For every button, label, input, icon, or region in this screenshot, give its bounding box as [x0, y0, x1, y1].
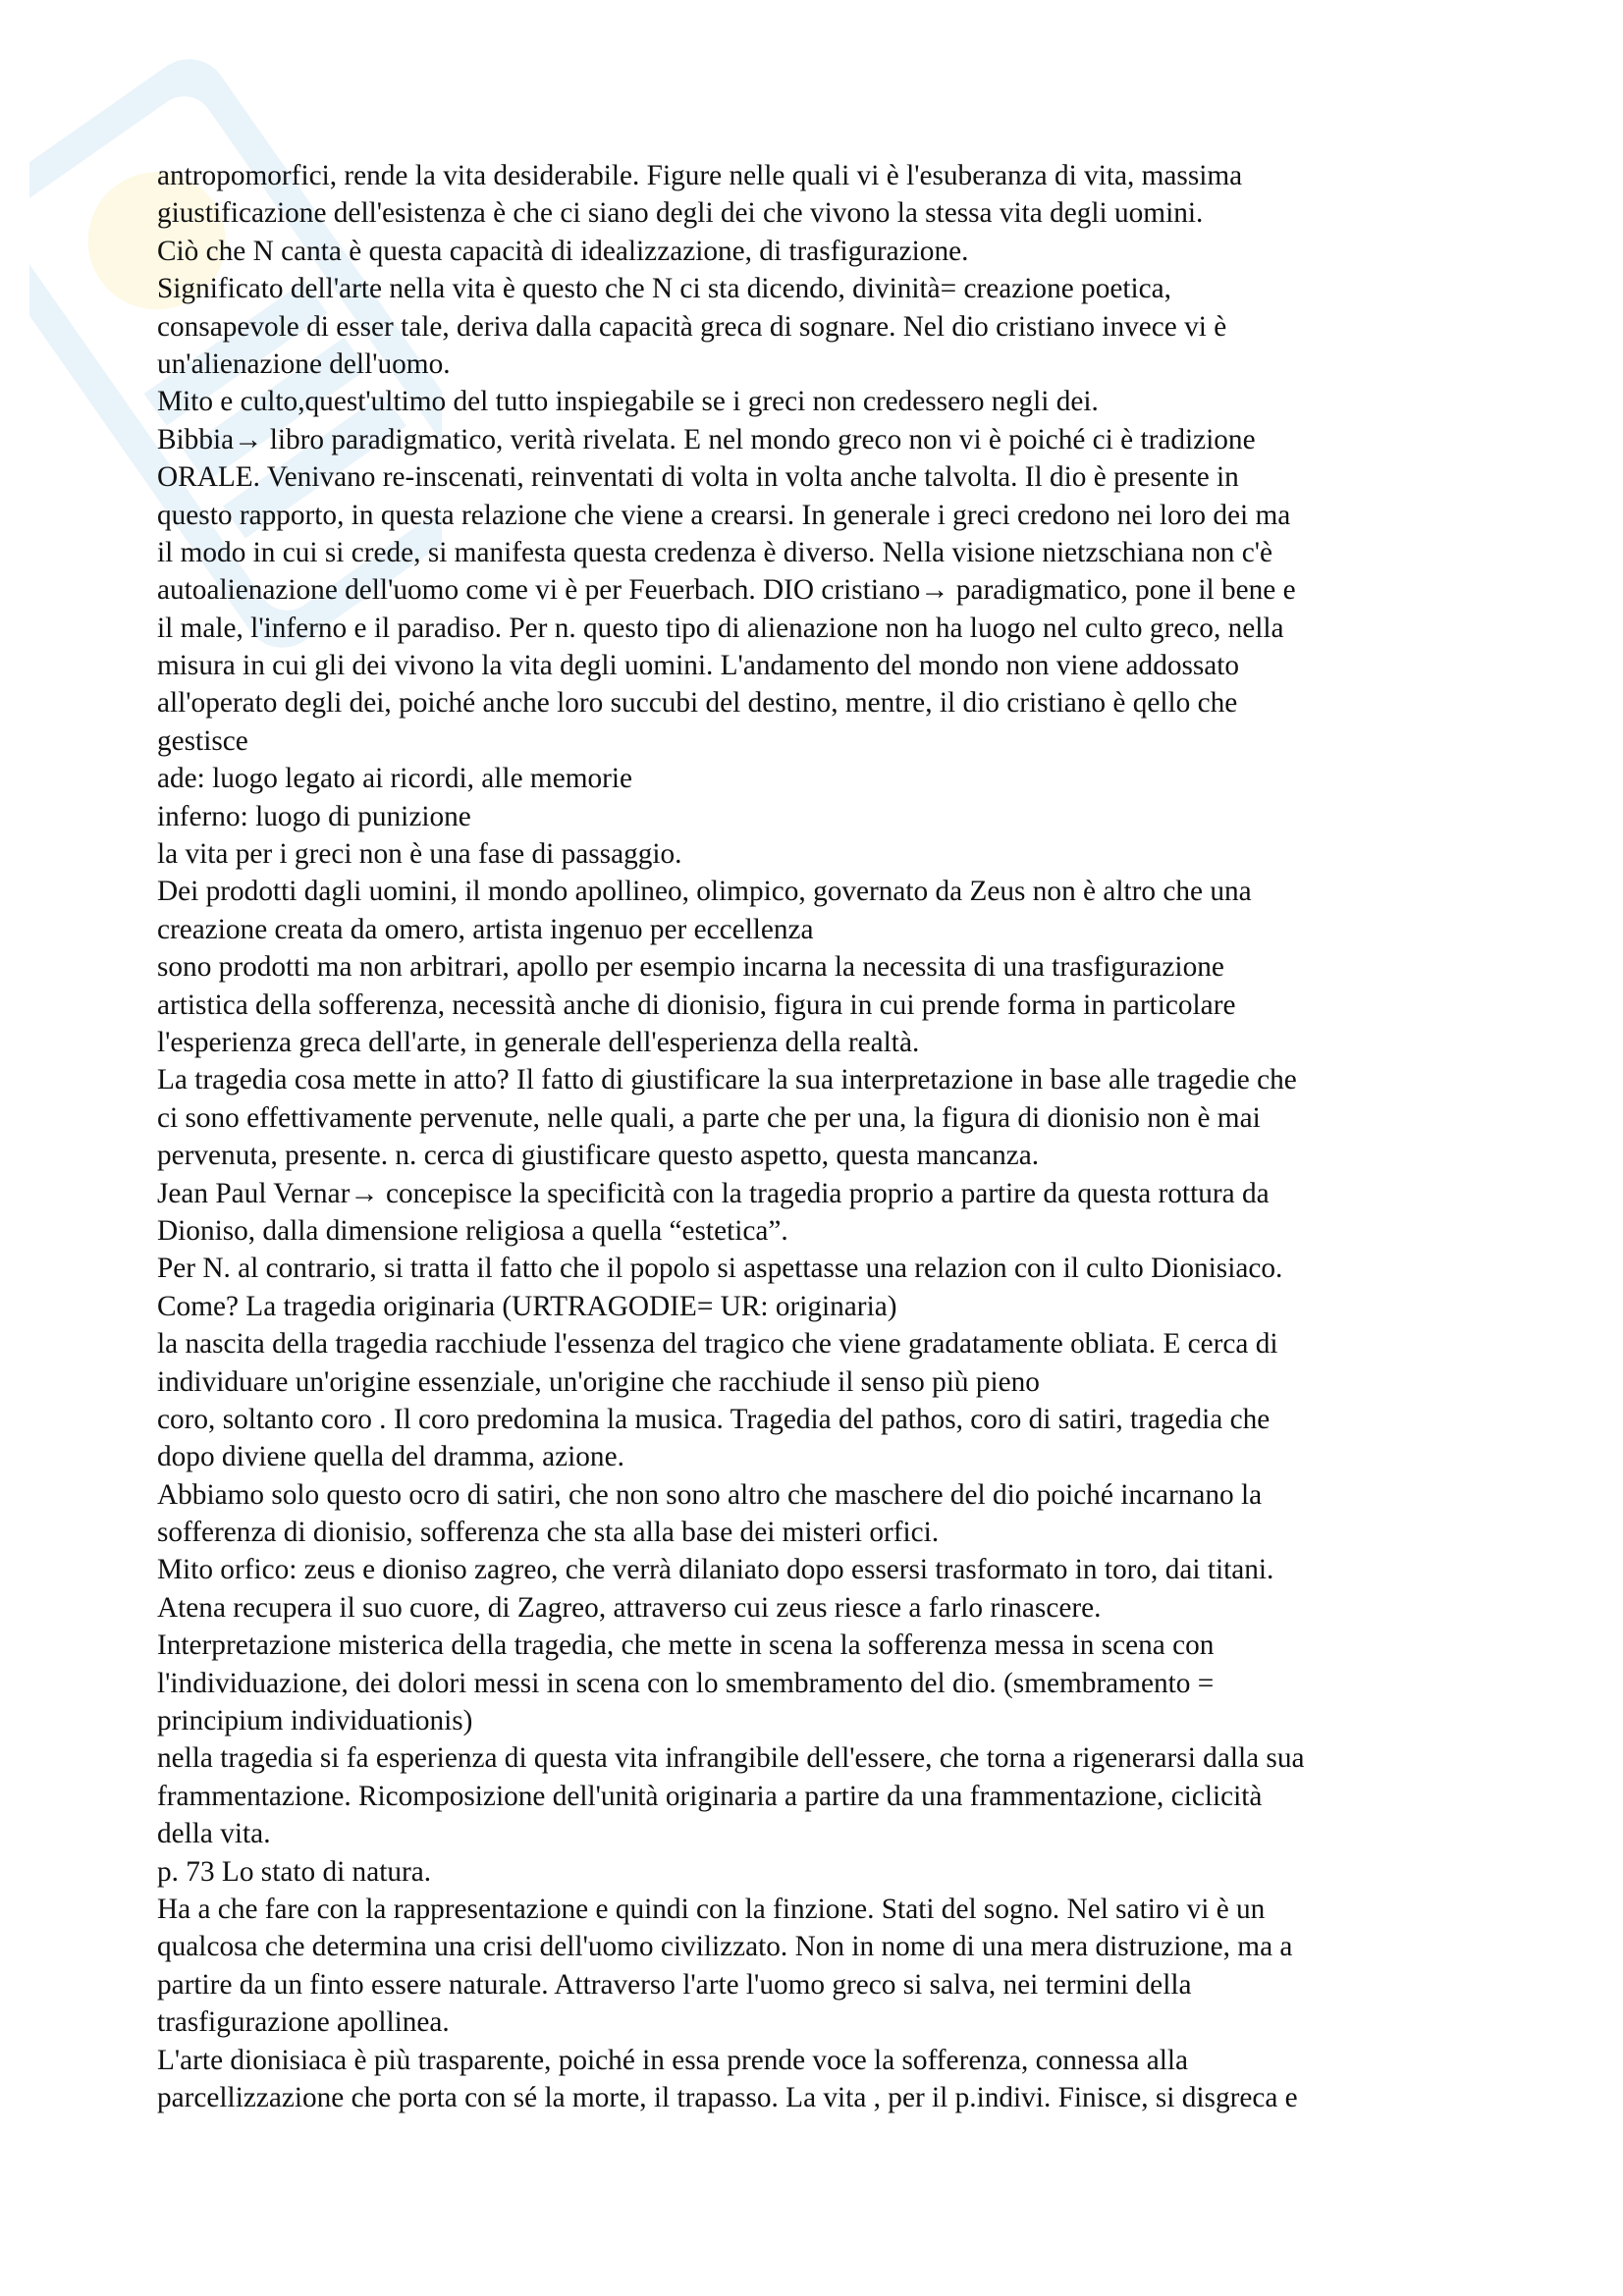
text-line: sono prodotti ma non arbitrari, apollo per esempio incarna la necessita di una trasfigurazione: [157, 951, 1224, 984]
text-line: Mito e culto,quest'ultimo del tutto inspiegabile se i greci non credessero negli dei.: [157, 386, 1099, 418]
text-line: Ciò che N canta è questa capacità di idealizzazione, di trasfigurazione.: [157, 235, 969, 267]
text-line: sofferenza di dionisio, sofferenza che sta alla base dei misteri orfici.: [157, 1517, 940, 1549]
text-line: gestisce: [157, 724, 248, 757]
text-line: Per N. al contrario, si tratta il fatto che il popolo si aspettasse una relazion con il culto Dionisiaco.: [157, 1253, 1283, 1285]
text-line: ade: luogo legato ai ricordi, alle memorie: [157, 763, 633, 795]
text-line: Come? La tragedia originaria (URTRAGODIE= UR: originaria): [157, 1290, 897, 1322]
text-line: Jean Paul Vernar→ concepisce la specificità con la tragedia proprio a partire da questa rottura da: [157, 1177, 1270, 1209]
text-line: frammentazione. Ricomposizione dell'unità originaria a partire da una frammentazione, ciclicità: [157, 1780, 1263, 1812]
text-line: L'arte dionisiaca è più trasparente, poiché in essa prende voce la sofferenza, connessa alla: [157, 2044, 1188, 2076]
text-line: la vita per i greci non è una fase di passaggio.: [157, 838, 682, 871]
text-line: individuare un'origine essenziale, un'origine che racchiude il senso più pieno: [157, 1365, 1040, 1398]
text-line: Dioniso, dalla dimensione religiosa a quella “estetica”.: [157, 1214, 788, 1247]
text-line: Interpretazione misterica della tragedia, che mette in scena la sofferenza messa in scena con: [157, 1629, 1215, 1662]
text-line: giustificazione dell'esistenza è che ci siano degli dei che vivono la stessa vita degli uomini.: [157, 197, 1204, 230]
text-line: della vita.: [157, 1818, 271, 1850]
text-line: dopo diviene quella del dramma, azione.: [157, 1441, 624, 1473]
text-line: partire da un finto essere naturale. Attraverso l'arte l'uomo greco si salva, nei termini della: [157, 1968, 1192, 2001]
text-line: la nascita della tragedia racchiude l'essenza del tragico che viene gradatamente obliata. E cerca di: [157, 1328, 1278, 1361]
text-line: il male, l'inferno e il paradiso. Per n. questo tipo di alienazione non ha luogo nel culto greco, nella: [157, 612, 1284, 644]
text-line: parcellizzazione che porta con sé la morte, il trapasso. La vita , per il p.indivi. Finisce, si disgreca e: [157, 2081, 1298, 2113]
text-line: l'esperienza greca dell'arte, in generale dell'esperienza della realtà.: [157, 1026, 920, 1058]
text-line: principium individuationis): [157, 1705, 473, 1737]
text-line: ci sono effettivamente pervenute, nelle quali, a parte che per una, la figura di dionisio non è mai: [157, 1101, 1261, 1134]
document-body: [157, 157, 1483, 2116]
text-line: inferno: luogo di punizione: [157, 800, 471, 832]
text-line: Abbiamo solo questo ocro di satiri, che non sono altro che maschere del dio poiché incarnano la: [157, 1478, 1263, 1511]
text-line: Ha a che fare con la rappresentazione e quindi con la finzione. Stati del sogno. Nel satiro vi è un: [157, 1893, 1266, 1925]
text-line: Bibbia→ libro paradigmatico, verità rivelata. E nel mondo greco non vi è poiché ci è tradizione: [157, 423, 1256, 455]
text-line: qualcosa che determina una crisi dell'uomo civilizzato. Non in nome di una mera distruzione, ma a: [157, 1931, 1293, 1963]
text-line: Mito orfico: zeus e dioniso zagreo, che verrà dilaniato dopo essersi trasformato in toro, dai titani.: [157, 1554, 1274, 1586]
text-line: p. 73 Lo stato di natura.: [157, 1855, 432, 1888]
text-line: creazione creata da omero, artista ingenuo per eccellenza: [157, 913, 814, 945]
text-line: un'alienazione dell'uomo.: [157, 347, 451, 380]
text-line: coro, soltanto coro . Il coro predomina la musica. Tragedia del pathos, coro di satiri, tragedia che: [157, 1403, 1271, 1435]
text-line: nella tragedia si fa esperienza di questa vita infrangibile dell'essere, che torna a rigenerarsi dalla sua: [157, 1742, 1305, 1775]
text-line: antropomorfici, rende la vita desiderabile. Figure nelle quali vi è l'esuberanza di vita, massima: [157, 160, 1243, 191]
text-line: pervenuta, presente. n. cerca di giustificare questo aspetto, questa mancanza.: [157, 1140, 1040, 1172]
text-line: ORALE. Venivano re-inscenati, reinventati di volta in volta anche talvolta. Il dio è presente in: [157, 461, 1239, 494]
text-line: l'individuazione, dei dolori messi in scena con lo smembramento del dio. (smembramento =: [157, 1667, 1215, 1699]
text-line: Atena recupera il suo cuore, di Zagreo, attraverso cui zeus riesce a farlo rinascere.: [157, 1591, 1102, 1624]
text-line: questo rapporto, in questa relazione che viene a crearsi. In generale i greci credono nei loro dei ma: [157, 499, 1291, 531]
text-line: Significato dell'arte nella vita è questo che N ci sta dicendo, divinità= creazione poetica,: [157, 273, 1171, 305]
text-line: Dei prodotti dagli uomini, il mondo apollineo, olimpico, governato da Zeus non è altro che una: [157, 876, 1252, 908]
text-line: trasfigurazione apollinea.: [157, 2006, 450, 2039]
text-line: misura in cui gli dei vivono la vita degli uomini. L'andamento del mondo non viene addossato: [157, 650, 1240, 682]
text-line: artistica della sofferenza, necessità anche di dionisio, figura in cui prende forma in particolare: [157, 988, 1236, 1021]
text-line: consapevole di esser tale, deriva dalla capacità greca di sognare. Nel dio cristiano invece vi è: [157, 310, 1227, 343]
text-line: all'operato degli dei, poiché anche loro succubi del destino, mentre, il dio cristiano è qello che: [157, 687, 1238, 720]
text-line: autoalienazione dell'uomo come vi è per Feuerbach. DIO cristiano→ paradigmatico, pone il bene e: [157, 574, 1296, 607]
text-line: La tragedia cosa mette in atto? Il fatto di giustificare la sua interpretazione in base alle tragedie che: [157, 1064, 1297, 1096]
text-line: il modo in cui si crede, si manifesta questa credenza è diverso. Nella visione nietzschiana non c'è: [157, 536, 1273, 568]
